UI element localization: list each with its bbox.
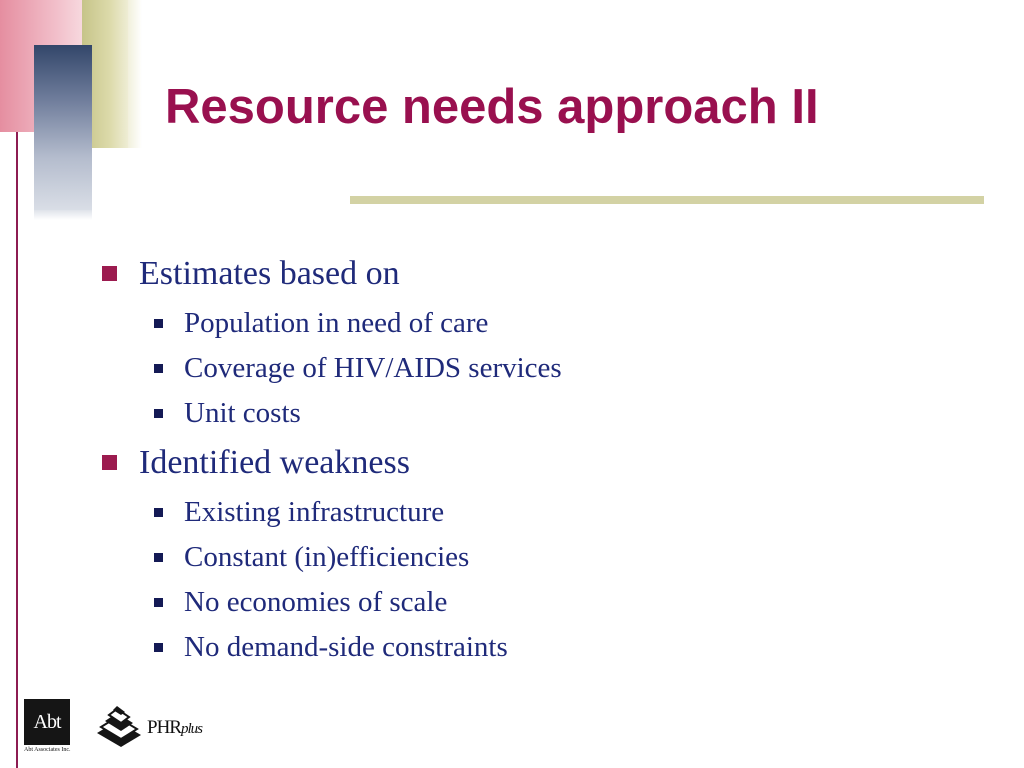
square-bullet-icon (102, 266, 117, 281)
sub-bullet-item (102, 391, 982, 436)
sub-bullet-label: Coverage of HIV/AIDS services (184, 352, 562, 384)
sub-bullet-item (102, 625, 982, 670)
sub-bullet-list (102, 301, 982, 436)
sub-bullet-label: No demand-side constraints (184, 631, 508, 663)
sub-bullet-label: Unit costs (184, 397, 301, 429)
sub-bullet-item (102, 580, 982, 625)
sub-bullet-label: Population in need of care (184, 307, 489, 339)
square-bullet-icon (102, 455, 117, 470)
bullet-label: Identified weakness (139, 444, 410, 481)
abt-associates-logo (24, 699, 70, 759)
sub-bullet-label: Constant (in)efficiencies (184, 541, 470, 573)
sub-bullet-item (102, 490, 982, 535)
sub-bullet-label: No economies of scale (184, 586, 448, 618)
sub-bullet-list (102, 490, 982, 670)
small-square-bullet-icon (154, 508, 163, 517)
small-square-bullet-icon (154, 409, 163, 418)
small-square-bullet-icon (154, 598, 163, 607)
sub-bullet-item (102, 346, 982, 391)
bullet-item-estimates (102, 253, 982, 295)
title-underline-rule (350, 196, 984, 204)
bullet-item-weakness (102, 442, 982, 484)
small-square-bullet-icon (154, 643, 163, 652)
left-vertical-line (16, 132, 18, 768)
sub-bullet-item (102, 301, 982, 346)
sub-bullet-item (102, 535, 982, 580)
phrplus-logo-text (147, 717, 202, 739)
decorative-blue-block (34, 45, 92, 218)
decorative-blue-fade (34, 210, 92, 220)
phrplus-logo (95, 703, 215, 751)
plus-wordmark: plus (180, 721, 202, 737)
sub-bullet-label: Existing infrastructure (184, 496, 445, 528)
bullet-label: Estimates based on (139, 255, 400, 292)
slide-content (102, 253, 982, 676)
abt-logo-mark: Abt (24, 699, 70, 745)
small-square-bullet-icon (154, 553, 163, 562)
abt-logo-caption: Abt Associates Inc. (24, 747, 71, 753)
small-square-bullet-icon (154, 319, 163, 328)
slide-title: Resource needs approach II (165, 80, 819, 134)
phr-wordmark: PHR (147, 717, 181, 738)
small-square-bullet-icon (154, 364, 163, 373)
phrplus-stacked-pyramid-icon (95, 703, 147, 751)
decorative-olive-fade (128, 0, 142, 148)
